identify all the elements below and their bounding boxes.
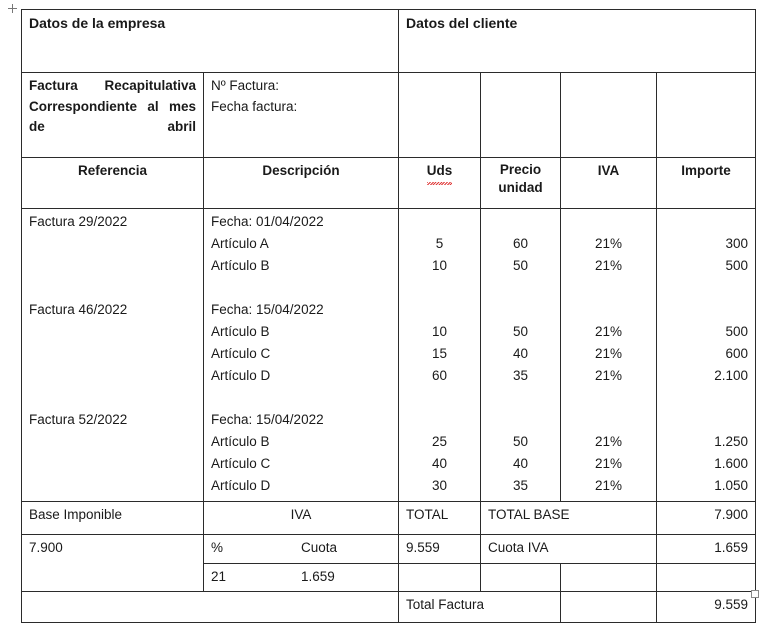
vat-quota-header: Cuota <box>301 540 338 555</box>
total-value: 9.559 <box>399 535 481 564</box>
reference-blank <box>29 366 196 388</box>
line-description: Artículo D <box>211 368 271 383</box>
vat-blank <box>568 410 649 432</box>
vat-rate-value: 21 <box>211 569 227 584</box>
total-value-spacer <box>399 564 481 592</box>
table-move-handle[interactable] <box>6 3 17 14</box>
vat-cell <box>561 209 657 502</box>
line-units: 60 <box>432 368 448 383</box>
line-amount: 2.100 <box>714 368 749 383</box>
line-units: 5 <box>435 236 444 251</box>
group-gap <box>568 278 649 300</box>
unit-price-line-1: Precio <box>499 162 542 177</box>
line-units: 25 <box>432 434 448 449</box>
reference-blank <box>29 256 196 278</box>
invoice-meta-cell <box>204 73 399 158</box>
total-label: TOTAL <box>399 502 481 535</box>
invoice-reference: Factura 29/2022 <box>29 214 128 229</box>
group-gap <box>211 388 391 410</box>
amount-blank <box>664 410 748 432</box>
line-unit-price: 60 <box>513 236 529 251</box>
column-header-description: Descripción <box>204 158 399 209</box>
line-items-row <box>22 209 756 502</box>
unit-price-line-2: unidad <box>498 179 543 195</box>
client-cell-1 <box>399 73 481 158</box>
line-amount: 600 <box>725 346 749 361</box>
reference-blank <box>29 454 196 476</box>
line-description: Artículo A <box>211 236 269 251</box>
price-blank <box>488 410 553 432</box>
price-blank <box>488 212 553 234</box>
total-invoice-blank <box>22 592 399 623</box>
line-description: Artículo B <box>211 258 270 273</box>
group-gap <box>488 388 553 410</box>
total-base-label: TOTAL BASE <box>481 502 657 535</box>
total-base-amount: 7.900 <box>657 502 756 535</box>
recapitulative-title-cell <box>22 73 204 158</box>
invoice-reference: Factura 46/2022 <box>29 302 128 317</box>
totals-spacer-3 <box>657 564 756 592</box>
line-unit-price: 50 <box>513 324 529 339</box>
line-vat: 21% <box>595 324 623 339</box>
line-unit-price: 50 <box>513 434 529 449</box>
units-blank <box>406 410 473 432</box>
company-data-label: Datos de la empresa <box>29 15 166 31</box>
client-cell-2 <box>481 73 561 158</box>
total-invoice-amount: 9.559 <box>657 592 756 623</box>
group-gap <box>29 278 196 300</box>
quota-iva-label: Cuota IVA <box>481 535 657 564</box>
column-header-row <box>22 158 756 209</box>
invoice-date: Fecha: 15/04/2022 <box>211 302 324 317</box>
group-gap <box>488 278 553 300</box>
client-data-label: Datos del cliente <box>406 15 518 31</box>
invoice-table <box>21 9 756 623</box>
units-label-spellchecked: Uds <box>427 161 453 183</box>
unit-price-cell <box>481 209 561 502</box>
group-gap <box>664 388 748 410</box>
line-unit-price: 40 <box>513 346 529 361</box>
line-units: 30 <box>432 478 448 493</box>
total-invoice-row <box>22 592 756 623</box>
units-blank <box>406 300 473 322</box>
line-unit-price: 40 <box>513 456 529 471</box>
invoice-date-label: Fecha factura: <box>211 98 298 114</box>
reference-blank <box>29 234 196 256</box>
units-blank <box>406 212 473 234</box>
line-amount: 300 <box>725 236 749 251</box>
column-header-reference: Referencia <box>22 158 204 209</box>
line-description: Artículo C <box>211 346 271 361</box>
group-gap <box>406 278 473 300</box>
vat-subtable-header <box>211 538 391 560</box>
vat-subtable-values-cell <box>204 564 399 592</box>
base-imponible-label: Base Imponible <box>22 502 204 535</box>
group-gap <box>211 278 391 300</box>
totals-spacer-2 <box>561 564 657 592</box>
base-imponible-value: 7.900 <box>22 535 204 592</box>
total-invoice-spacer <box>561 592 657 623</box>
line-unit-price: 35 <box>513 478 529 493</box>
recapitulative-title: Factura Recapitulativa Correspondiente al mes de abril <box>29 78 196 135</box>
column-header-amount: Importe <box>657 158 756 209</box>
totals-values-row <box>22 535 756 564</box>
line-units: 10 <box>432 258 448 273</box>
invoice-date: Fecha: 15/04/2022 <box>211 412 324 427</box>
line-amount: 500 <box>725 324 749 339</box>
line-description: Artículo D <box>211 478 271 493</box>
line-amount: 500 <box>725 258 749 273</box>
line-description: Artículo B <box>211 434 270 449</box>
vat-rate-header: % <box>211 540 224 555</box>
client-cell-4 <box>657 73 756 158</box>
vat-group-label: IVA <box>204 502 399 535</box>
line-vat: 21% <box>595 236 623 251</box>
reference-blank <box>29 344 196 366</box>
line-description: Artículo B <box>211 324 270 339</box>
references-cell <box>22 209 204 502</box>
quota-iva-amount: 1.659 <box>657 535 756 564</box>
column-header-vat: IVA <box>561 158 657 209</box>
line-vat: 21% <box>595 456 623 471</box>
group-gap <box>406 388 473 410</box>
amount-blank <box>664 300 748 322</box>
line-amount: 1.050 <box>714 478 749 493</box>
line-amount: 1.600 <box>714 456 749 471</box>
descriptions-cell <box>204 209 399 502</box>
invoice-number-label: Nº Factura: <box>211 78 279 93</box>
vat-subtable-values <box>211 567 391 588</box>
amount-blank <box>664 212 748 234</box>
reference-blank <box>29 432 196 454</box>
invoice-reference: Factura 52/2022 <box>29 412 128 427</box>
reference-blank <box>29 476 196 498</box>
group-gap <box>664 278 748 300</box>
vat-blank <box>568 212 649 234</box>
line-unit-price: 50 <box>513 258 529 273</box>
line-amount: 1.250 <box>714 434 749 449</box>
line-vat: 21% <box>595 434 623 449</box>
line-description: Artículo C <box>211 456 271 471</box>
line-vat: 21% <box>595 368 623 383</box>
line-units: 15 <box>432 346 448 361</box>
vat-subtable-header-cell <box>204 535 399 564</box>
column-header-unit-price <box>481 158 561 209</box>
invoice-meta-row <box>22 73 756 158</box>
line-units: 10 <box>432 324 448 339</box>
client-data-cell <box>399 10 756 73</box>
client-cell-3 <box>561 73 657 158</box>
group-gap <box>568 388 649 410</box>
party-header-row <box>22 10 756 73</box>
price-blank <box>488 300 553 322</box>
totals-spacer-1 <box>481 564 561 592</box>
line-vat: 21% <box>595 478 623 493</box>
column-header-units <box>399 158 481 209</box>
line-units: 40 <box>432 456 448 471</box>
table-resize-handle[interactable] <box>751 590 759 598</box>
line-vat: 21% <box>595 346 623 361</box>
total-invoice-label: Total Factura <box>399 592 561 623</box>
units-cell <box>399 209 481 502</box>
totals-header-row <box>22 502 756 535</box>
group-gap <box>29 388 196 410</box>
invoice-date: Fecha: 01/04/2022 <box>211 214 324 229</box>
line-vat: 21% <box>595 258 623 273</box>
vat-quota-value: 1.659 <box>301 569 335 584</box>
amount-cell <box>657 209 756 502</box>
reference-blank <box>29 322 196 344</box>
company-data-cell <box>22 10 399 73</box>
line-unit-price: 35 <box>513 368 529 383</box>
vat-blank <box>568 300 649 322</box>
